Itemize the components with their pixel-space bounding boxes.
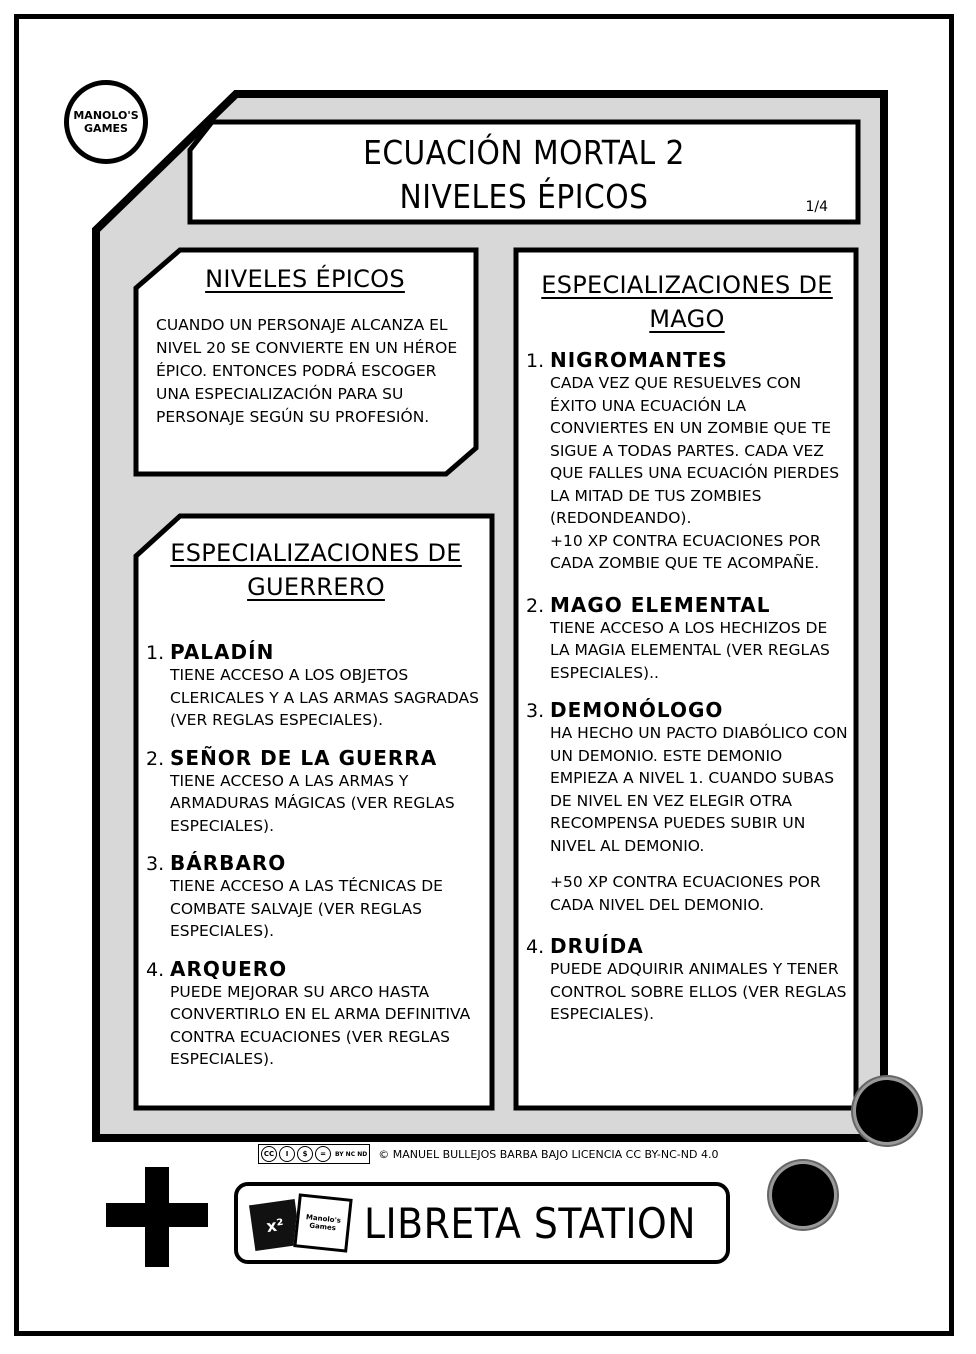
item-description: TIENE ACCESO A LOS OBJETOS CLERICALES Y A LAS ARMAS SAGRADAS (VER REGLAS ESPECIALES). — [170, 666, 479, 729]
mage-item — [526, 348, 848, 575]
item-description: TIENE ACCESO A LAS TÉCNICAS DE COMBATE SALVAJE (VER REGLAS ESPECIALES). — [170, 877, 443, 940]
item-name: PALADÍN — [170, 640, 275, 664]
warrior-panel — [146, 536, 486, 1071]
item-name: DEMONÓLOGO — [550, 698, 724, 722]
item-name: ARQUERO — [170, 956, 288, 981]
item-name: NIGROMANTES — [550, 348, 728, 372]
item-description: PUEDE MEJORAR SU ARCO HASTA CONVERTIRLO EN EL ARMA DEFINITIVA CONTRA ECUACIONES (VER REGLAS ESPECIALES). — [170, 982, 471, 1068]
mage-title-line2: MAGO — [649, 305, 725, 333]
item-bonus: +50 XP CONTRA ECUACIONES POR CADA NIVEL DEL DEMONIO. — [550, 873, 821, 914]
item-name: BÁRBARO — [170, 851, 287, 875]
item-name: SEÑOR DE LA GUERRA — [170, 745, 438, 770]
warrior-item — [146, 851, 486, 943]
mage-item — [526, 698, 848, 916]
logo-line1: MANOLO'S — [73, 109, 139, 122]
warrior-item — [146, 640, 486, 732]
console-button-b — [772, 1164, 834, 1226]
mage-item — [526, 593, 848, 685]
warrior-title-line2: GUERRERO — [247, 573, 385, 601]
console-button-a — [856, 1080, 918, 1142]
item-description: HA HECHO UN PACTO DIABÓLICO CON UN DEMONIO. ESTE DEMONIO EMPIEZA A NIVEL 1. CUANDO SUBAS DE NIVEL EN VEZ ELEGIR OTRA RECOMPENSA PUEDES SUBIR UN NIVEL AL DEMONIO. — [550, 724, 848, 855]
item-number: 2. — [146, 747, 165, 770]
brand-name: LIBRETA STATION — [364, 1198, 696, 1248]
page-number: 1/4 — [805, 199, 828, 215]
item-description: TIENE ACCESO A LOS HECHIZOS DE LA MAGIA ELEMENTAL (VER REGLAS ESPECIALES).. — [550, 618, 830, 682]
die-dark: x² — [249, 1199, 301, 1251]
warrior-item — [146, 746, 486, 838]
mage-title-line1: ESPECIALIZACIONES DE — [541, 271, 833, 299]
item-name: DRUÍDA — [550, 934, 644, 958]
license-text: © MANUEL BULLEJOS BARBA BAJO LICENCIA CC BY-NC-ND 4.0 — [378, 1147, 719, 1161]
item-bonus: +10 XP CONTRA ECUACIONES POR CADA ZOMBIE QUE TE ACOMPAÑE. — [550, 531, 821, 572]
item-description: TIENE ACCESO A LAS ARMAS Y ARMADURAS MÁGICAS (VER REGLAS ESPECIALES). — [170, 771, 455, 835]
item-description: PUEDE ADQUIRIR ANIMALES Y TENER CONTROL SOBRE ELLOS (VER REGLAS ESPECIALES). — [550, 960, 847, 1023]
logo-line2: GAMES — [84, 122, 128, 135]
page-title-line1: ECUACIÓN MORTAL 2 — [363, 133, 685, 172]
mage-item — [526, 934, 848, 1026]
item-name: MAGO ELEMENTAL — [550, 592, 771, 617]
mage-panel — [526, 268, 848, 1026]
cc-license-icon: CC I $ = BY NC ND — [258, 1144, 370, 1164]
die-light: Manolo's Games — [293, 1193, 352, 1252]
warrior-item — [146, 957, 486, 1071]
dpad-cross-icon — [106, 1167, 208, 1267]
manolos-games-logo — [64, 80, 148, 164]
item-number: 3. — [526, 700, 545, 722]
cc-badge-text: BY NC ND — [335, 1150, 368, 1158]
license-line — [258, 1143, 718, 1165]
dice-logo-icon — [250, 1192, 350, 1254]
page-title-line2: NIVELES ÉPICOS — [399, 177, 649, 216]
item-number: 1. — [146, 642, 165, 664]
epic-text: CUANDO UN PERSONAJE ALCANZA EL NIVEL 20 SE CONVIERTE EN UN HÉROE ÉPICO. ENTONCES PODRÁ ESCOGER UNA ESPECIALIZACIÓN PARA SU PERSONAJE SEGÚN SU PROFESIÓN. — [156, 316, 458, 426]
epic-title: NIVELES ÉPICOS — [205, 265, 405, 293]
warrior-title-line1: ESPECIALIZACIONES DE — [170, 539, 462, 567]
item-description: CADA VEZ QUE RESUELVES CON ÉXITO UNA ECUACIÓN LA CONVIERTES EN UN ZOMBIE QUE TE SIGUE A TODAS PARTES. CADA VEZ QUE FALLES UNA ECUACIÓN PIERDES LA MITAD DE TUS ZOMBIES (REDONDEANDO). — [550, 374, 840, 527]
item-number: 1. — [526, 350, 545, 372]
title-box — [190, 123, 858, 223]
item-number: 2. — [526, 594, 545, 617]
epic-panel — [150, 262, 460, 429]
item-number: 4. — [526, 936, 545, 958]
item-number: 4. — [146, 958, 165, 981]
brand-box — [234, 1182, 730, 1264]
item-number: 3. — [146, 853, 165, 875]
